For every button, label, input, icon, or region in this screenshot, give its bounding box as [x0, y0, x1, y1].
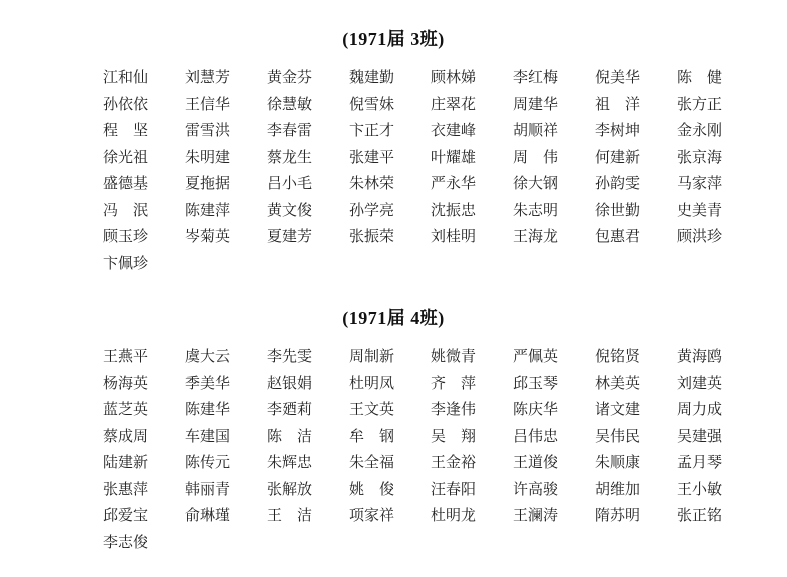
- student-name: 周 伟: [513, 149, 559, 166]
- student-name: 陈 健: [677, 70, 723, 86]
- student-name: 顾洪珍: [677, 229, 723, 245]
- student-name: 杜明龙: [431, 508, 477, 524]
- student-name: 冯 泯: [103, 202, 149, 219]
- student-name: 卞正才: [349, 123, 395, 139]
- student-name: 倪美华: [595, 70, 641, 86]
- class-section-1971-class3: [0, 0, 787, 277]
- student-name: 程 坚: [103, 123, 149, 139]
- student-name: 江和仙: [103, 70, 149, 86]
- student-name: 李先雯: [267, 349, 313, 365]
- student-name: 胡维加: [595, 481, 641, 498]
- student-name: 王海龙: [513, 229, 559, 245]
- student-name: 吴伟民: [595, 428, 641, 445]
- student-name: 汪春阳: [431, 481, 477, 498]
- student-name: 岑菊英: [185, 229, 231, 245]
- student-name: 雷雪洪: [185, 123, 231, 139]
- student-name: 徐世勤: [595, 202, 641, 219]
- student-name: 金永刚: [677, 123, 723, 139]
- student-name: 吕伟忠: [513, 428, 559, 445]
- name-grid-class3: [103, 65, 787, 277]
- student-name: 孟月琴: [677, 455, 723, 471]
- student-name: 周建华: [513, 96, 559, 113]
- student-name: 吴建强: [677, 428, 723, 445]
- student-name: 魏建勤: [349, 70, 395, 86]
- student-name: 衣建峰: [431, 123, 477, 139]
- student-name: 虞大云: [185, 349, 231, 365]
- student-name: 韩丽青: [185, 481, 231, 498]
- student-name: 倪铭贤: [595, 349, 641, 365]
- student-name: 蔡成周: [103, 428, 149, 445]
- student-name: 赵银娟: [267, 375, 313, 392]
- student-name: 陈 洁: [267, 428, 313, 445]
- student-name: 林美英: [595, 375, 641, 392]
- student-name: 包惠君: [595, 229, 641, 245]
- student-name: 项家祥: [349, 508, 395, 524]
- student-name: 王澜涛: [513, 508, 559, 524]
- student-name: 朱志明: [513, 202, 559, 219]
- student-name: 卞佩珍: [103, 255, 149, 272]
- student-name: 朱全福: [349, 455, 395, 471]
- student-name: 倪雪妹: [349, 96, 395, 113]
- student-name: 朱辉忠: [267, 455, 313, 471]
- student-name: 季美华: [185, 375, 231, 392]
- student-name: 陈建华: [185, 402, 231, 418]
- student-name: 李志俊: [103, 534, 149, 551]
- student-name: 蔡龙生: [267, 149, 313, 166]
- student-name: 陈传元: [185, 455, 231, 471]
- student-name: 张京海: [677, 149, 723, 166]
- student-name: 诸文建: [595, 402, 641, 418]
- student-name: 孙学亮: [349, 202, 395, 219]
- student-name: 周制新: [349, 349, 395, 365]
- student-name: 庄翠花: [431, 96, 477, 113]
- student-name: 刘桂明: [431, 229, 477, 245]
- student-name: 张方正: [677, 96, 723, 113]
- student-name: 叶耀雄: [431, 149, 477, 166]
- student-name: 王小敏: [677, 481, 723, 498]
- student-name: 王道俊: [513, 455, 559, 471]
- student-name: 徐光祖: [103, 149, 149, 166]
- student-name: 吕小毛: [267, 176, 313, 192]
- student-name: 盛德基: [103, 176, 149, 192]
- student-name: 李红梅: [513, 70, 559, 86]
- student-name: 张正铭: [677, 508, 723, 524]
- student-name: 邱玉琴: [513, 375, 559, 392]
- student-name: 王文英: [349, 402, 395, 418]
- student-name: 徐大钢: [513, 176, 559, 192]
- student-name: 陈庆华: [513, 402, 559, 418]
- student-name: 杨海英: [103, 375, 149, 392]
- section-title-class3: (1971届 3班): [342, 29, 445, 49]
- student-name: 王信华: [185, 96, 231, 113]
- student-name: 夏建芳: [267, 229, 313, 245]
- student-name: 马家萍: [677, 176, 723, 192]
- student-name: 张振荣: [349, 229, 395, 245]
- student-name: 黄文俊: [267, 202, 313, 219]
- class-section-1971-class4: [0, 277, 787, 556]
- student-name: 徐慧敏: [267, 96, 313, 113]
- name-grid-class4: [103, 344, 787, 556]
- student-name: 李春雷: [267, 123, 313, 139]
- student-name: 张解放: [267, 481, 313, 498]
- student-name: 王金裕: [431, 455, 477, 471]
- student-name: 朱林荣: [349, 176, 395, 192]
- student-name: 隋苏明: [595, 508, 641, 524]
- student-name: 张建平: [349, 149, 395, 166]
- student-name: 姚微青: [431, 349, 477, 365]
- student-name: 夏拖据: [185, 176, 231, 192]
- section-title-class4: (1971届 4班): [342, 308, 445, 328]
- student-name: 杜明凤: [349, 375, 395, 392]
- student-name: 邱爱宝: [103, 508, 149, 524]
- student-name: 牟 钢: [349, 428, 395, 445]
- student-name: 黄金芬: [267, 70, 313, 86]
- student-name: 吴 翔: [431, 428, 477, 445]
- student-name: 孙韵雯: [595, 176, 641, 192]
- student-name: 严永华: [431, 176, 477, 192]
- student-name: 齐 萍: [431, 375, 477, 392]
- student-name: 姚 俊: [349, 481, 395, 498]
- student-name: 黄海鸥: [677, 349, 723, 365]
- student-name: 祖 洋: [595, 96, 641, 113]
- student-name: 孙依依: [103, 96, 149, 113]
- student-name: 胡顺祥: [513, 123, 559, 139]
- student-name: 俞琳瑾: [185, 508, 231, 524]
- student-name: 陆建新: [103, 455, 149, 471]
- student-name: 史美青: [677, 202, 723, 219]
- student-name: 车建国: [185, 428, 231, 445]
- student-name: 周力成: [677, 402, 723, 418]
- student-name: 刘慧芳: [185, 70, 231, 86]
- student-name: 严佩英: [513, 349, 559, 365]
- student-name: 朱顺康: [595, 455, 641, 471]
- student-name: 王燕平: [103, 349, 149, 365]
- student-name: 顾林娣: [431, 70, 477, 86]
- student-name: 李逢伟: [431, 402, 477, 418]
- student-name: 许高骏: [513, 481, 559, 498]
- student-name: 顾玉珍: [103, 229, 149, 245]
- student-name: 朱明建: [185, 149, 231, 166]
- student-name: 陈建萍: [185, 202, 231, 219]
- student-name: 李树坤: [595, 123, 641, 139]
- student-name: 蓝芝英: [103, 402, 149, 418]
- student-name: 张惠萍: [103, 481, 149, 498]
- student-name: 沈振忠: [431, 202, 477, 219]
- student-name: 李廼莉: [267, 402, 313, 418]
- student-name: 王 洁: [267, 508, 313, 524]
- student-name: 何建新: [595, 149, 641, 166]
- student-name: 刘建英: [677, 375, 723, 392]
